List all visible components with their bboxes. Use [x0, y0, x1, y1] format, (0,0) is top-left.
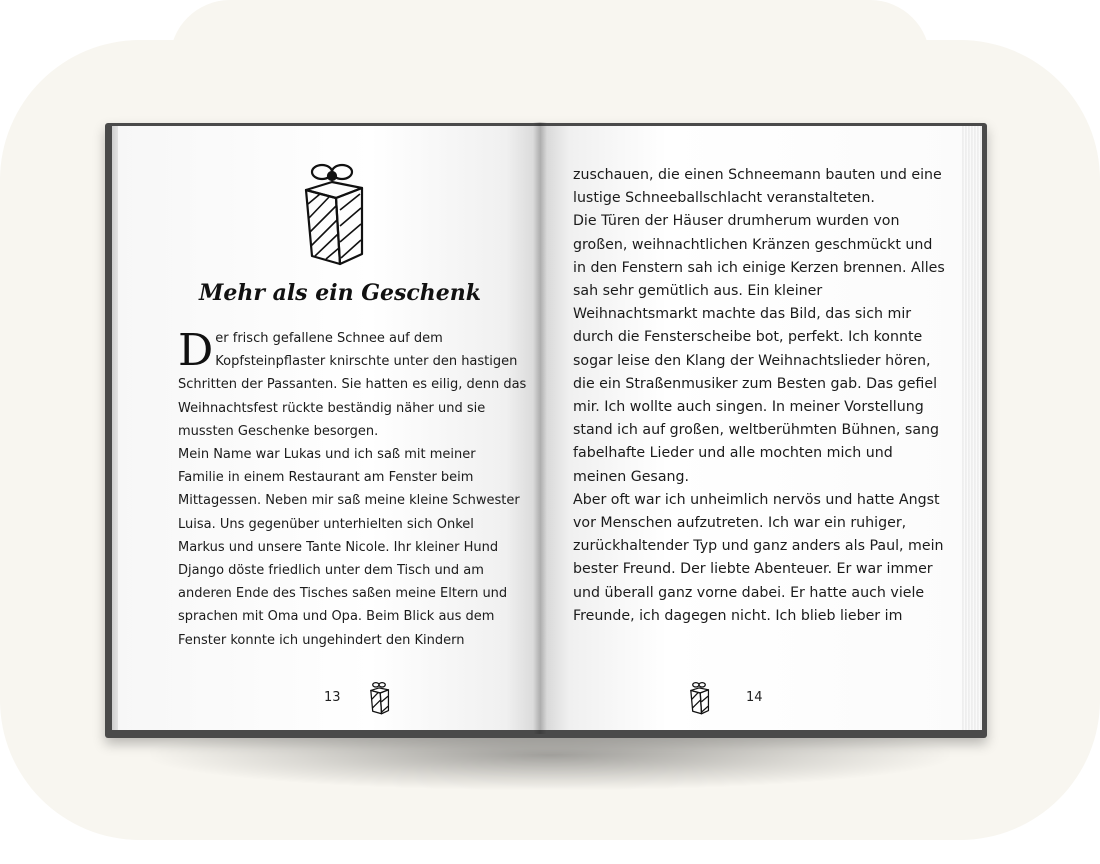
text-line: sprachen mit Oma und Opa. Beim Blick aus dem: [178, 609, 495, 625]
drop-cap: D: [178, 325, 214, 376]
text-line: meinen Gesang.: [573, 468, 690, 485]
text-line: zuschauen, die einen Schneemann bauten und eine: [573, 167, 942, 183]
text-line: Schritten der Passanten. Sie hatten es eilig, denn das: [178, 377, 527, 393]
text-line: sogar leise den Klang der Weihnachtslieder hören,: [573, 352, 931, 369]
text-line: Weihnachtsfest rückte beständig näher und sie: [178, 400, 486, 416]
text-line: und überall ganz vorne dabei. Er hatte auch viele: [573, 584, 925, 601]
text-line: in den Fenstern sah ich einige Kerzen brennen. Alles: [573, 259, 945, 276]
text-line: Luisa. Uns gegenüber unterhielten sich Onkel: [178, 516, 474, 532]
background-shape-top: [170, 0, 930, 120]
text-line: zurückhaltender Typ und ganz anders als Paul, mein: [573, 538, 944, 555]
text-line: Fenster konnte ich ungehindert den Kindern: [178, 632, 465, 648]
text-line: fabelhafte Lieder und alle mochten mich und: [573, 445, 893, 462]
gift-box-icon: [296, 160, 368, 268]
text-line: durch die Fensterscheibe bot, perfekt. Ich konnte: [573, 329, 923, 346]
text-line: Django döste friedlich unter dem Tisch und am: [178, 563, 484, 579]
text-line: sah sehr gemütlich aus. Ein kleiner: [573, 283, 823, 300]
text-line: die ein Straßenmusiker zum Besten gab. Das gefiel: [573, 375, 938, 392]
right-page-text: [573, 164, 943, 628]
text-line: er frisch gefallene Schnee auf dem: [215, 331, 443, 346]
text-line: Familie in einem Restaurant am Fenster beim: [178, 470, 474, 486]
left-page-text: [178, 325, 527, 652]
text-line: mussten Geschenke besorgen.: [178, 423, 379, 439]
text-line: Die Türen der Häuser drumherum wurden von: [573, 213, 900, 230]
text-line: anderen Ende des Tisches saßen meine Eltern und: [178, 586, 508, 602]
gift-box-icon: [686, 681, 712, 715]
text-line: lustige Schneeballschlacht veranstalteten.: [573, 190, 875, 207]
page-number-left: 13: [324, 690, 341, 705]
text-line: Kopfsteinpflaster knirschte unter den hastigen: [215, 354, 518, 370]
book-gutter: [533, 122, 547, 734]
gift-box-icon: [366, 681, 392, 715]
text-line: Weihnachtsmarkt machte das Bild, das sich mir: [573, 306, 912, 323]
text-line: bester Freund. Der liebte Abenteuer. Er war immer: [573, 561, 933, 578]
text-line: Mittagessen. Neben mir saß meine kleine Schwester: [178, 493, 520, 509]
chapter-title: Mehr als ein Geschenk: [198, 280, 482, 306]
text-line: vor Menschen aufzutreten. Ich war ein ruhiger,: [573, 515, 907, 532]
text-line: mir. Ich wollte auch singen. In meiner Vorstellung: [573, 399, 924, 416]
text-line: Aber oft war ich unheimlich nervös und hatte Angst: [573, 491, 940, 508]
page-stack-right: [960, 126, 982, 730]
text-line: stand ich auf großen, weltberühmten Bühnen, sang: [573, 422, 940, 439]
text-line: Mein Name war Lukas und ich saß mit meiner: [178, 447, 476, 463]
page-number-right: 14: [746, 690, 763, 705]
text-line: großen, weihnachtlichen Kränzen geschmückt und: [573, 236, 933, 253]
text-line: Freunde, ich dagegen nicht. Ich blieb lieber im: [573, 607, 903, 624]
text-line: Markus und unsere Tante Nicole. Ihr kleiner Hund: [178, 539, 499, 555]
